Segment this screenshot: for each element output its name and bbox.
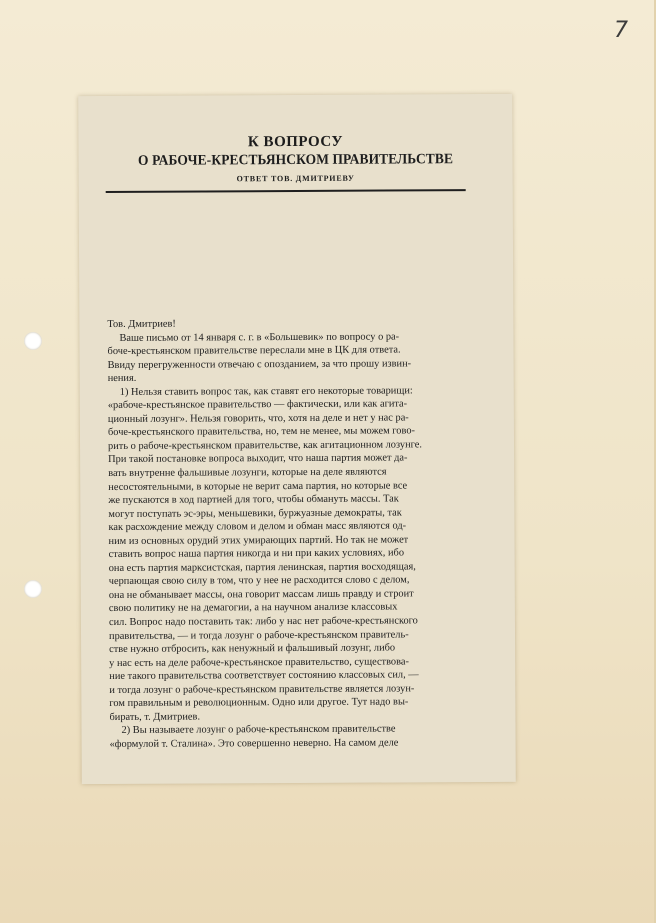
body-line: ставить вопрос наша партия никогда и ни при каких условиях, ибо: [108, 547, 405, 561]
body-line: рить о рабоче-крестьянском правительстве, как агитационном лозунге.: [108, 439, 422, 452]
body-line: сил. Вопрос надо поставить так: либо у нас нет рабоче-крестьянского: [108, 615, 418, 629]
body-line: При такой постановке вопроса выходит, что наша партия может да-: [108, 452, 408, 466]
header-rule: [106, 189, 466, 193]
body-line: вать внутренне фальшивые лозунги, которые на деле являются: [108, 466, 387, 480]
body-line: она есть партия марксистская, партия ленинская, партия восходящая,: [108, 561, 416, 574]
article-title-line-2: О РАБОЧЕ-КРЕСТЬЯНСКОМ ПРАВИТЕЛЬСТВЕ: [137, 151, 454, 169]
body-line: Ваше письмо от 14 января с. г. в «Большевик» по вопросу о ра-: [119, 331, 400, 344]
body-line: же пускаются в ход партией для того, чтобы обмануть массы. Так: [108, 493, 399, 507]
article-header: [78, 132, 512, 184]
body-line: правительства, — и тогда лозунг о рабоче-крестьянском правитель-: [109, 628, 409, 642]
body-line: гом правильным и революционным. Одно или другое. Тут надо вы-: [109, 696, 409, 710]
body-line: боче-крестьянского правительства, но, тем не менее, мы можем гово-: [107, 425, 416, 439]
body-line: ним из основных орудий этих умирающих партий. Но так не может: [108, 534, 409, 547]
body-line: и тогда лозунг о рабоче-крестьянском правительстве является лозун-: [109, 683, 415, 696]
body-line: как расхождение между словом и делом и обман масс являются од-: [108, 520, 407, 534]
folio-number: 7: [614, 18, 628, 43]
body-line: «рабоче-крестьянское правительство — фактически, или как агита-: [107, 398, 408, 412]
newspaper-clipping: [78, 94, 516, 784]
body-line: у нас есть на деле рабоче-крестьянское правительство, существова-: [109, 656, 409, 669]
body-line: Ввиду перегруженности отвечаю с опозданием, за что прошу извин-: [107, 358, 412, 371]
body-line: 2) Вы называете лозунг о рабоче-крестьянском правительстве: [121, 723, 396, 737]
body-line: ние такого правительства соответствует состоянию классовых сил, —: [109, 669, 419, 683]
article-body: [107, 316, 469, 751]
body-line: боче-крестьянском правительстве переслали мне в ЦК для ответа.: [107, 344, 401, 358]
article-title-line-1: К ВОПРОСУ: [247, 133, 344, 151]
body-line: 1) Нельзя ставить вопрос так, как ставят его некоторые товарищи:: [119, 385, 413, 398]
binder-hole-bottom: [24, 580, 42, 598]
body-line: бирать, т. Дмитриев.: [109, 711, 201, 723]
body-line: «формулой т. Сталина». Это совершенно неверно. На самом деле: [109, 737, 399, 750]
body-line: стве нужно отбросить, как ненужный и фальшивый лозунг, либо: [109, 642, 396, 656]
body-line: могут поступать эс-эры, меньшевики, буржуазные демократы, так: [108, 507, 402, 520]
body-line: несостоятельными, в которые не верит сама партия, но которые все: [108, 479, 408, 493]
binder-hole-top: [24, 332, 42, 350]
body-line: ционный лозунг». Нельзя говорить, что, хотя на деле и нет у нас ра-: [107, 412, 409, 425]
article-subtitle: ОТВЕТ ТОВ. ДМИТРИЕВУ: [236, 173, 355, 184]
salutation: Тов. Дмитриев!: [107, 318, 176, 330]
body-line: нения.: [107, 373, 137, 385]
body-line: она не обманывает массы, она говорит массам лишь правду и строит: [108, 588, 414, 601]
body-line: свою политику не на демагогии, а на научном анализе классовых: [108, 601, 398, 615]
body-line: черпающая свою силу в том, что у нее не расходится слово с делом,: [108, 574, 410, 588]
